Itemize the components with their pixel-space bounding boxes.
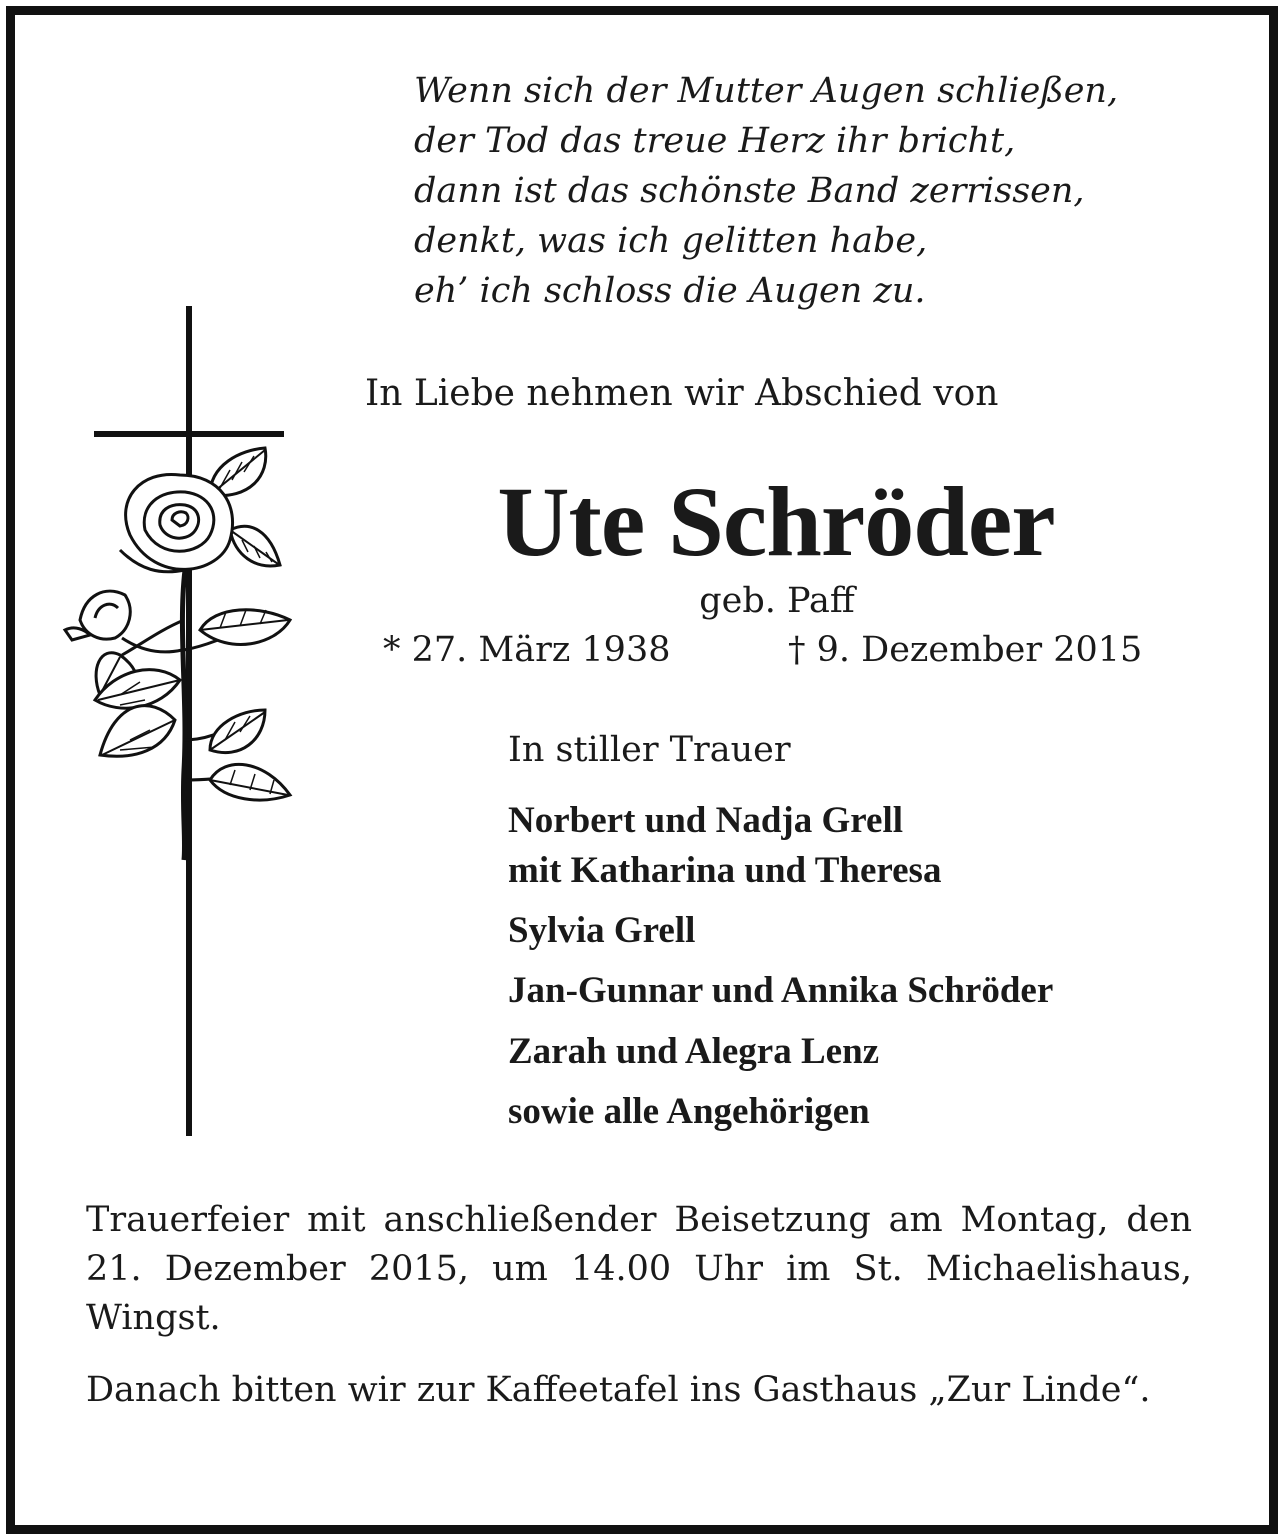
maiden-name: geb. Paff: [699, 581, 855, 621]
death-date: † 9. Dezember 2015: [788, 630, 1143, 670]
poem-line: dann ist das schönste Band zerrissen,: [414, 171, 1085, 211]
service-details: Trauerfeier mit anschließender Beisetzung am Montag, den 21. Dezember 2015, um 14.00 Uhr im St. Michaelishaus, Wingst.: [86, 1200, 1192, 1338]
deceased-name: Ute Schröder: [497, 466, 1055, 577]
farewell-intro: In Liebe nehmen wir Abschied von: [365, 373, 999, 414]
family-line: Zarah und Alegra Lenz: [508, 1031, 880, 1072]
poem-line: Wenn sich der Mutter Augen schließen,: [414, 71, 1119, 111]
family-line: mit Katharina und Theresa: [508, 850, 942, 891]
poem-line: eh’ ich schloss die Augen zu.: [414, 271, 926, 311]
mourning-label: In stiller Trauer: [508, 730, 791, 770]
birth-date: * 27. März 1938: [383, 630, 671, 670]
family-line: sowie alle Angehörigen: [508, 1091, 870, 1132]
family-line: Norbert und Nadja Grell: [508, 800, 904, 841]
memorial-poem: [414, 66, 1118, 316]
family-line: Jan-Gunnar und Annika Schröder: [508, 970, 1054, 1011]
poem-line: denkt, was ich gelitten habe,: [414, 221, 928, 261]
reception-details: Danach bitten wir zur Kaffeetafel ins Gasthaus „Zur Linde“.: [86, 1370, 1151, 1410]
poem-line: der Tod das treue Herz ihr bricht,: [414, 121, 1016, 161]
cross-with-rose-icon: [60, 300, 300, 1140]
family-line: Sylvia Grell: [508, 910, 696, 951]
